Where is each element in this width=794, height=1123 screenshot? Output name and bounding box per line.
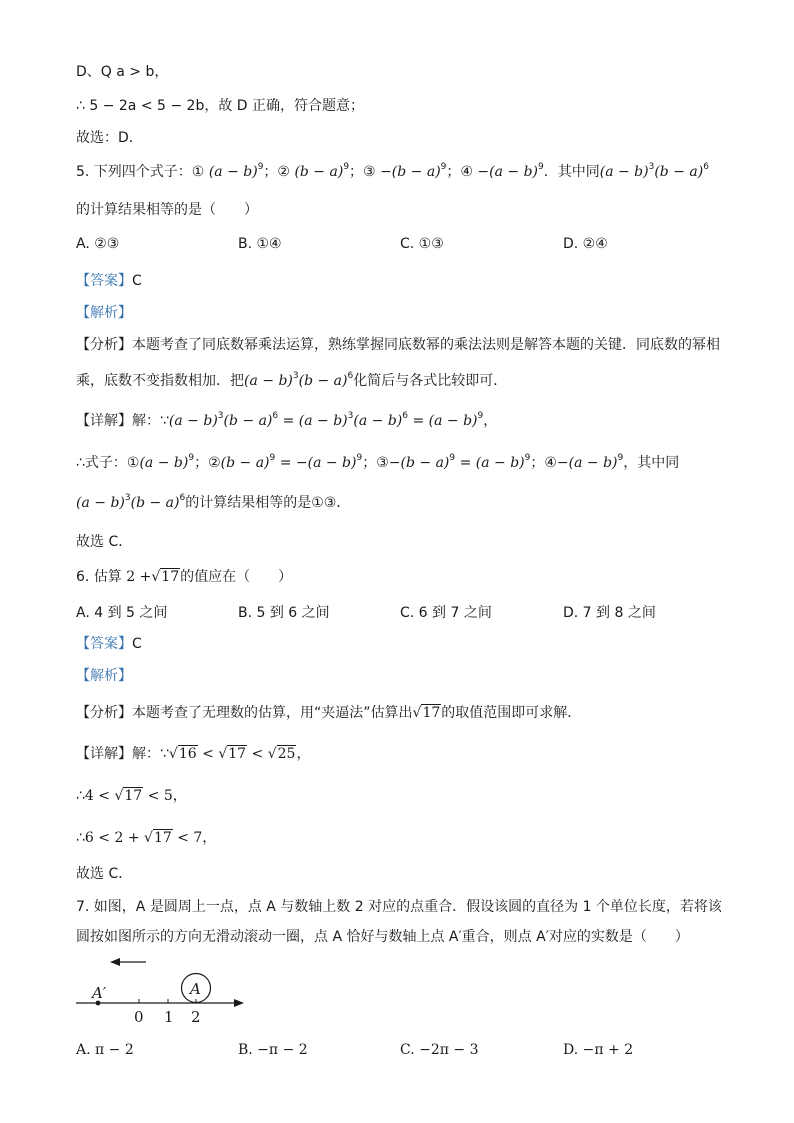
lt-seven: < 7， [177, 830, 217, 846]
fenxi-text: 本题考查了同底数幂乘法运算，熟练掌握同底数幂的乘法法则是解答本题的关键．同底数的幂相 [132, 337, 720, 353]
q5-option-a[interactable]: A. ②③ [76, 236, 120, 252]
exp-3: 3 [124, 493, 131, 503]
sqrt-17: √17 [114, 788, 143, 804]
tick-label-0: 0 [134, 1008, 144, 1026]
therefore: ∴ [76, 830, 85, 846]
two-plus: 2 + [126, 569, 152, 585]
exp-3: 3 [217, 411, 224, 421]
radicand: 17 [228, 746, 247, 762]
q6-option-d[interactable]: D. 7 到 8 之间 [563, 605, 656, 621]
exp-9: 9 [449, 453, 456, 463]
q7-option-b[interactable]: B. −π − 2 [238, 1042, 308, 1058]
expr-bma: (b − a) [130, 495, 180, 511]
radicand: 17 [124, 788, 143, 804]
line3-suffix: ，其中同 [623, 455, 680, 471]
q5-option-b[interactable]: B. ①④ [238, 236, 282, 252]
line3-prefix: ∴式子：① [76, 455, 140, 471]
analysis-tag: 【解析】 [76, 668, 132, 684]
stem-period: ．其中同 [543, 164, 600, 180]
q5-xiangjie-line2 [76, 453, 679, 473]
exp-9: 9 [356, 453, 363, 463]
answer-value: C [132, 273, 142, 289]
q5-fenxi-line2 [76, 371, 507, 391]
xiangjie-tag: 【详解】 [76, 746, 132, 762]
q6-analysis-tag [76, 666, 132, 686]
exp-3: 3 [347, 411, 354, 421]
expr-amb: (a − b) [298, 413, 348, 429]
expr-neg-bma: −(b − a) [380, 164, 441, 180]
tick-label-1: 1 [164, 1008, 174, 1026]
exp-6: 6 [179, 493, 186, 503]
equals: = [412, 413, 425, 429]
comma: ， [296, 746, 311, 762]
equals: = [282, 413, 295, 429]
axis-arrow-icon [234, 999, 244, 1007]
exp-9: 9 [538, 162, 544, 172]
q5-analysis-tag [76, 303, 132, 323]
q6-fenxi [76, 703, 581, 723]
expr-neg-amb: −(a − b) [556, 455, 618, 471]
q7-option-c[interactable]: C. −2π − 3 [400, 1042, 479, 1058]
exp-9: 9 [257, 162, 264, 172]
exp-6: 6 [402, 411, 408, 421]
fenxi-b: 的取值范围即可求解． [441, 705, 582, 721]
exp-9: 9 [188, 453, 195, 463]
sqrt-17: √17 [151, 569, 180, 585]
expr-amb: (a − b) [139, 455, 189, 471]
six-lt: 6 < 2 + [84, 830, 140, 846]
expr-neg-amb: −(a − b) [295, 455, 357, 471]
sep-4: ；④ [446, 164, 473, 180]
q5-stem-rest: 的计算结果相等的是（ ） [76, 202, 258, 218]
exp-9: 9 [343, 162, 350, 172]
q5-option-c[interactable]: C. ①③ [400, 236, 444, 252]
expr-amb: (a − b) [428, 413, 478, 429]
lt-five: < 5， [147, 788, 187, 804]
fenxi-text-2a: 乘，底数不变指数相加．把 [76, 373, 244, 389]
q6-stem [76, 567, 292, 587]
sqrt-16: √16 [168, 746, 197, 762]
exp-9: 9 [440, 162, 447, 172]
label-a-prime: A′ [92, 984, 107, 1002]
number-line-figure [70, 950, 260, 1030]
expr-neg-bma: −(b − a) [388, 455, 450, 471]
q5-xiangjie-line1 [76, 411, 497, 431]
fenxi-text-2b: 化简后与各式比较即可． [353, 373, 508, 389]
q6-option-c[interactable]: C. 6 到 7 之间 [400, 605, 492, 621]
sep-2: ；② [263, 164, 290, 180]
q7-line1: 7. 如图，A 是圆周上一点，点 A 与数轴上数 2 对应的点重合．假设该圆的直径为 1 个单位长度，若将该 [76, 899, 722, 915]
sep-3: ；③ [349, 164, 376, 180]
q6-choice: 故选 C． [76, 866, 133, 882]
exp-3: 3 [648, 162, 655, 172]
expr-bma: (b − a) [220, 455, 270, 471]
equals: = [279, 455, 292, 471]
expr-bma: (b − a) [223, 413, 273, 429]
radicand: 17 [161, 569, 180, 585]
answer-value: C [132, 636, 142, 652]
direction-arrowhead-icon [110, 958, 120, 966]
expr-amb: (a − b) [76, 495, 125, 511]
q5-option-d[interactable]: D. ②④ [563, 236, 608, 252]
exp-6: 6 [272, 411, 279, 421]
expr-amb: (a − b) [168, 413, 218, 429]
equals: = [459, 455, 472, 471]
sqrt-17: √17 [144, 830, 172, 846]
line-inequality: ∴ 5 − 2a < 5 − 2b，故 D 正确，符合题意； [76, 98, 365, 114]
exp-9: 9 [617, 453, 624, 463]
exp-9: 9 [477, 411, 484, 421]
q5-answer [76, 271, 142, 291]
q5-choice: 故选 C． [76, 534, 133, 550]
exp-6: 6 [703, 162, 709, 172]
exp-9: 9 [524, 453, 531, 463]
line-choice-d: 故选：D． [76, 130, 143, 146]
xiangjie-lead: 解：∵ [132, 746, 169, 762]
expr-amb: (a − b) [244, 373, 293, 389]
tick-label-2: 2 [191, 1008, 201, 1026]
less-than: < [202, 746, 214, 762]
q6-xiangjie-line1 [76, 744, 310, 764]
q6-answer [76, 634, 142, 654]
less-than: < [251, 746, 264, 762]
comma: ， [483, 413, 498, 429]
expr-amb: (a − b) [353, 413, 403, 429]
line-d-condition: D、Q a > b， [76, 64, 169, 80]
q6-xiangjie-line3 [76, 828, 216, 848]
sqrt-17: √17 [218, 746, 247, 762]
analysis-tag: 【解析】 [76, 305, 132, 321]
sqrt-25: √25 [267, 746, 296, 762]
fenxi-tag: 【分析】 [76, 337, 132, 353]
exp-9: 9 [269, 453, 276, 463]
exp-3: 3 [292, 371, 299, 381]
xiangjie-lead: 解：∵ [132, 413, 169, 429]
expr-amb: (a − b) [475, 455, 525, 471]
q5-fenxi-line1 [76, 335, 720, 355]
q5-xiangjie-line3 [76, 493, 350, 513]
sep-4: ；④ [530, 455, 557, 471]
fenxi-a: 本题考查了无理数的估算，用“夹逼法”估算出 [132, 705, 413, 721]
answer-tag: 【答案】 [76, 636, 132, 652]
sep-3: ；③ [362, 455, 389, 471]
sqrt-17: √17 [412, 705, 441, 721]
xiangjie-tag: 【详解】 [76, 413, 132, 429]
sep-2: ；② [194, 455, 221, 471]
four-lt: 4 < [84, 788, 111, 804]
radicand: 25 [277, 746, 296, 762]
expr-bma: (b − a) [294, 164, 344, 180]
line4-suffix: 的计算结果相等的是①③． [185, 495, 351, 511]
q5-stem [76, 162, 709, 182]
answer-tag: 【答案】 [76, 273, 132, 289]
q7-option-a[interactable]: A. π − 2 [76, 1042, 134, 1058]
q6-option-b[interactable]: B. 5 到 6 之间 [238, 605, 330, 621]
expr-bma: (b − a) [298, 373, 348, 389]
q5-stem-prefix: 5. 下列四个式子：① [76, 164, 205, 180]
therefore: ∴ [76, 788, 85, 804]
label-a: A [190, 980, 201, 998]
radicand: 17 [422, 705, 441, 721]
expr-amb: (a − b) [599, 164, 649, 180]
radicand: 17 [153, 830, 172, 846]
fenxi-tag: 【分析】 [76, 705, 132, 721]
q6-xiangjie-line2 [76, 786, 187, 806]
radicand: 16 [178, 746, 197, 762]
q6-option-a[interactable]: A. 4 到 5 之间 [76, 605, 168, 621]
expr-amb: (a − b) [208, 164, 258, 180]
q7-option-d[interactable]: D. −π + 2 [563, 1042, 634, 1058]
exp-6: 6 [347, 371, 354, 381]
q6-stem-a: 6. 估算 [76, 569, 122, 585]
expr-neg-amb: −(a − b) [477, 164, 538, 180]
q6-stem-b: 的值应在（ ） [180, 569, 293, 585]
q7-line2: 圆按如图所示的方向无滑动滚动一圈，点 A 恰好与数轴上点 A′重合，则点 A′对应的实数是（ ） [76, 929, 689, 945]
expr-bma: (b − a) [654, 164, 704, 180]
